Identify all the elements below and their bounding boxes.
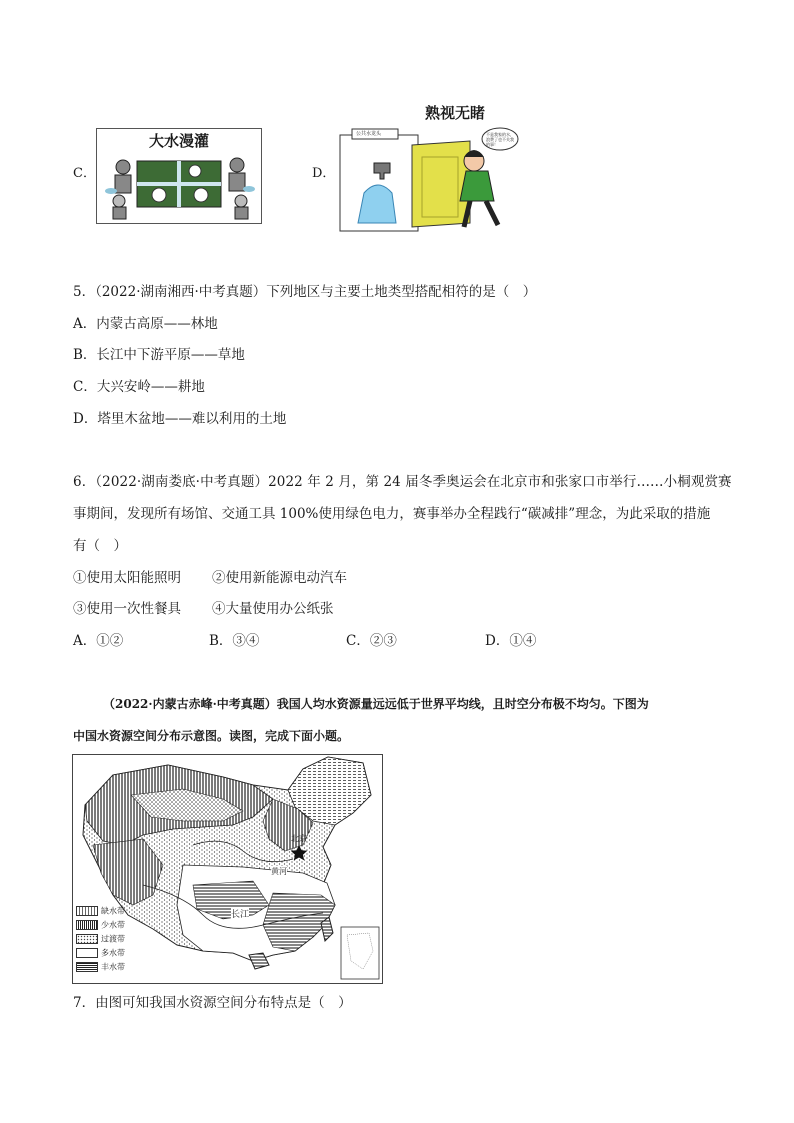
legend-label: 多水带 — [101, 948, 125, 958]
question-5-option-a: A．内蒙古高原——林地 — [73, 316, 218, 332]
option-d-image-title: 熟视无睹 — [424, 104, 485, 122]
option-c-image-title: 大水漫灌 — [148, 132, 209, 150]
legend-swatch — [76, 934, 98, 944]
option-c-letter: C． — [73, 166, 96, 181]
legend-label: 丰水带 — [101, 962, 125, 972]
question-7-stem: 7．由图可知我国水资源空间分布特点是（ ） — [73, 995, 352, 1011]
legend-swatch — [76, 962, 98, 972]
question-6-option-c: C．②③ — [346, 633, 397, 649]
question-6-item-2: ②使用新能源电动汽车 — [212, 570, 347, 586]
flood-irrigation-cartoon — [97, 151, 261, 221]
question-6-option-d: D．①④ — [485, 633, 537, 649]
option-d-letter: D． — [312, 166, 336, 181]
legend-item-dry — [76, 906, 125, 916]
question-5-stem: 5．（2022·湖南湘西·中考真题）下列地区与主要土地类型搭配相符的是（ ） — [73, 284, 537, 300]
map-label-beijing: 北京 — [291, 834, 307, 843]
question-6-stem-line-3: 有（ ） — [73, 538, 127, 554]
legend-label: 缺水带 — [101, 906, 125, 916]
legend-item-transition — [76, 934, 125, 944]
legend-swatch — [76, 920, 98, 930]
map-label-changjiang: 长江 — [231, 907, 249, 920]
speech-bubble-text: 不是我家的水，浪费了也不关我的事！ — [486, 132, 514, 147]
question-6-stem-line-2: 事期间，发现所有场馆、交通工具 100%使用绿色电力，赛事举办全程践行“碳减排”理念，为此采取的措施 — [73, 506, 711, 522]
option-c-image — [96, 128, 262, 224]
water-resources-map — [72, 754, 383, 984]
legend-item-more-water — [76, 948, 125, 958]
option-d-image — [338, 127, 520, 233]
tap-sign-text: 公共水龙头 — [356, 131, 382, 137]
question-5-option-d: D．塔里木盆地——难以利用的土地 — [73, 411, 287, 427]
passage-line-1: （2022·内蒙古赤峰·中考真题）我国人均水资源量远远低于世界平均线，且时空分布极不均匀。下图为 — [103, 697, 649, 711]
legend-label: 过渡带 — [101, 934, 125, 944]
legend-swatch — [76, 948, 98, 958]
question-6-option-a: A．①② — [73, 633, 124, 649]
passage-line-2: 中国水资源空间分布示意图。读图，完成下面小题。 — [73, 729, 350, 743]
question-6-option-b: B．③④ — [209, 633, 260, 649]
question-6-item-4: ④大量使用办公纸张 — [212, 601, 334, 617]
question-6-item-1: ①使用太阳能照明 — [73, 570, 181, 586]
legend-label: 少水带 — [101, 920, 125, 930]
legend-item-rich-water — [76, 962, 125, 972]
question-5-option-b: B．长江中下游平原——草地 — [73, 347, 245, 363]
question-5-option-c: C．大兴安岭——耕地 — [73, 379, 205, 395]
legend-item-less-water — [76, 920, 125, 930]
question-6-stem-line-1: 6．（2022·湖南娄底·中考真题）2022 年 2 月，第 24 届冬季奥运会在北京市和张家口市举行……小桐观赏赛 — [73, 474, 732, 490]
question-6-item-3: ③使用一次性餐具 — [73, 601, 181, 617]
legend-swatch — [76, 906, 98, 916]
map-label-huanghe: 黄河 — [271, 867, 287, 876]
